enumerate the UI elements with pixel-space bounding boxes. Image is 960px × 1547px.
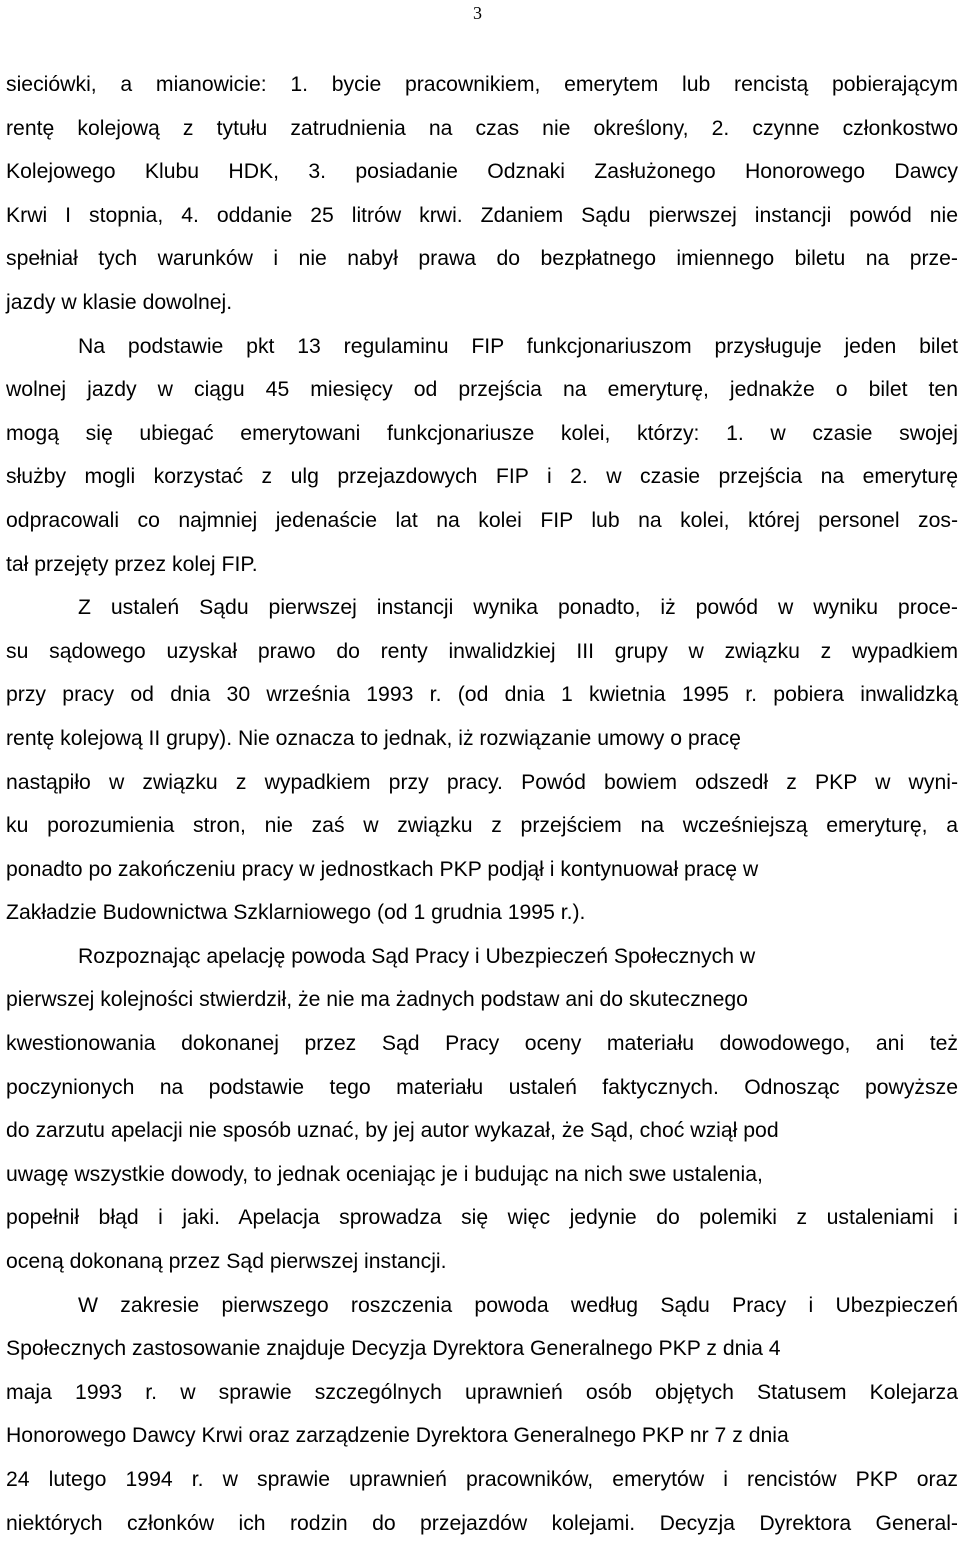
paragraph-first-line: Rozpoznając apelację powoda Sąd Pracy i Ubezpieczeń Społecznych w: [78, 944, 756, 968]
text-line: Honorowego Dawcy Krwi oraz zarządzenie Dyrektora Generalnego PKP nr 7 z dnia: [6, 1424, 789, 1448]
paragraph-first-line: Na podstawie pkt 13 regulaminu FIP funkcjonariuszom przysługuje jeden bilet: [78, 334, 958, 358]
paragraph-first-line: W zakresie pierwszego roszczenia powoda według Sądu Pracy i Ubezpieczeń: [78, 1293, 958, 1317]
text-line: niektórych członków ich rodzin do przejazdów kolejami. Decyzja Dyrektora General-: [6, 1511, 958, 1535]
text-line: Kolejowego Klubu HDK, 3. posiadanie Odznaki Zasłużonego Honorowego Dawcy: [6, 160, 958, 184]
text-line: jazdy w klasie dowolnej.: [6, 290, 233, 314]
text-line: wolnej jazdy w ciągu 45 miesięcy od przejścia na emeryturę, jednakże o bilet ten: [6, 378, 958, 402]
text-line: rentę kolejową z tytułu zatrudnienia na czas nie określony, 2. czynne członkostwo: [6, 116, 958, 140]
text-line: nastąpiło w związku z wypadkiem przy pracy. Powód bowiem odszedł z PKP w wyni-: [6, 770, 958, 794]
text-line: mogą się ubiegać emerytowani funkcjonariusze kolei, którzy: 1. w czasie swojej: [6, 421, 958, 445]
text-line: Społecznych zastosowanie znajduje Decyzja Dyrektora Generalnego PKP z dnia 4: [6, 1337, 781, 1361]
text-line: spełniał tych warunków i nie nabył prawa do bezpłatnego imiennego biletu na prze-: [6, 247, 958, 271]
text-line: pierwszej kolejności stwierdził, że nie ma żadnych podstaw ani do skutecznego: [6, 988, 748, 1012]
text-line: poczynionych na podstawie tego materiału ustaleń faktycznych. Odnosząc powyższe: [6, 1075, 958, 1099]
text-line: do zarzutu apelacji nie sposób uznać, by jej autor wykazał, że Sąd, choć wziął pod: [6, 1119, 779, 1143]
paragraph-first-line: Z ustaleń Sądu pierwszej instancji wynika ponadto, iż powód w wyniku proce-: [78, 596, 958, 620]
text-line: odpracowali co najmniej jedenaście lat na kolei FIP lub na kolei, której personel zos-: [6, 508, 958, 532]
page-number: 3: [473, 3, 482, 23]
text-line: sieciówki, a mianowicie: 1. bycie pracownikiem, emerytem lub rencistą pobierającym: [6, 73, 958, 96]
text-line: rentę kolejową II grupy). Nie oznacza to jednak, iż rozwiązanie umowy o pracę: [6, 726, 741, 750]
text-line: uwagę wszystkie dowody, to jednak oceniając je i budując na nich swe ustalenia,: [6, 1162, 763, 1186]
text-line: służby mogli korzystać z ulg przejazdowych FIP i 2. w czasie przejścia na emeryturę: [6, 465, 958, 489]
text-line: przy pracy od dnia 30 września 1993 r. (od dnia 1 kwietnia 1995 r. pobiera inwalidzką: [6, 683, 958, 707]
text-line: Krwi I stopnia, 4. oddanie 25 litrów krwi. Zdaniem Sądu pierwszej instancji powód nie: [6, 203, 958, 227]
text-line: Zakładzie Budownictwa Szklarniowego (od 1 grudnia 1995 r.).: [6, 901, 586, 925]
text-line: oceną dokonaną przez Sąd pierwszej instancji.: [6, 1250, 447, 1274]
text-line: su sądowego uzyskał prawo do renty inwalidzkiej III grupy w związku z wypadkiem: [6, 639, 958, 663]
text-line: kwestionowania dokonanej przez Sąd Pracy oceny materiału dowodowego, ani też: [6, 1032, 958, 1056]
text-line: ku porozumienia stron, nie zaś w związku z przejściem na wcześniejszą emeryturę, a: [6, 814, 958, 838]
text-line: tał przejęty przez kolej FIP.: [6, 552, 258, 576]
text-line: 24 lutego 1994 r. w sprawie uprawnień pracowników, emerytów i rencistów PKP oraz: [6, 1468, 958, 1491]
text-line: maja 1993 r. w sprawie szczególnych uprawnień osób objętych Statusem Kolejarza: [6, 1380, 958, 1404]
text-line: ponadto po zakończeniu pracy w jednostkach PKP podjął i kontynuował pracę w: [6, 857, 759, 881]
text-line: popełnił błąd i jaki. Apelacja sprowadza się więc jedynie do polemiki z ustaleniami i: [6, 1206, 958, 1230]
document-text-body: [6, 63, 958, 1545]
